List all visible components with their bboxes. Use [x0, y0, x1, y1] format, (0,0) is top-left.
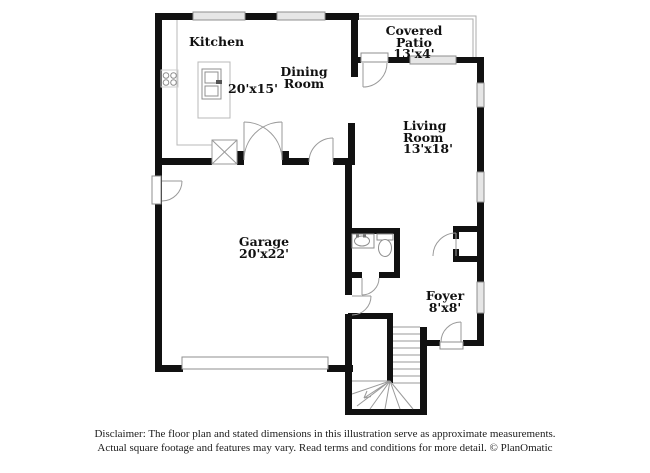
bathroom-door-arc [362, 278, 379, 295]
room-name: Garage [238, 234, 290, 249]
disclaimer-line-2: Actual square footage and features may vary. Read terms and conditions for more detail. © PlanOmatic [97, 442, 553, 454]
bathroom-sink-icon [352, 234, 374, 248]
room-name: Foyer [425, 288, 465, 303]
garage-hall-door-arc [352, 296, 371, 315]
room-name: Covered Patio [385, 23, 443, 50]
room-dims: 13'x18' [403, 141, 453, 156]
room-dims: 13'x4' [393, 46, 435, 61]
window-icon [477, 83, 484, 107]
disclaimer [0, 427, 650, 455]
room-name: Kitchen [189, 34, 245, 49]
room-label-garage [224, 236, 304, 259]
window-icon [477, 172, 484, 202]
closet-door-arc [433, 233, 456, 256]
dining-door-arc [309, 138, 333, 162]
room-label-dining [275, 66, 333, 89]
garage-door-icon [182, 357, 328, 369]
stove-icon [161, 70, 178, 87]
patio-door-arc [363, 63, 387, 87]
garage-side-frame [152, 176, 161, 204]
room-dims-kitchen [228, 83, 278, 95]
room-label-patio [381, 25, 447, 60]
room-dims: 20'x15' [228, 81, 278, 96]
room-label-kitchen [189, 36, 244, 48]
stairs [352, 327, 420, 409]
kitchen-island [198, 62, 230, 118]
stair-direction-arrow [364, 381, 390, 398]
garage-side-door-arc [162, 181, 182, 201]
stair-winders [352, 381, 413, 409]
french-door-arc [244, 122, 282, 160]
front-door-arc [441, 322, 461, 342]
room-dims: 20'x22' [239, 245, 289, 261]
window-icon [277, 12, 325, 20]
room-dims: 8'x8' [428, 299, 462, 315]
room-name: Living Room [403, 118, 447, 145]
room-name: Dining Room [280, 64, 328, 91]
room-label-living [403, 120, 455, 155]
room-label-foyer [410, 290, 480, 313]
disclaimer-line-1: Disclaimer: The floor plan and stated dimensions in this illustration serve as approximate measurements. [94, 428, 556, 440]
toilet-icon [377, 234, 393, 257]
pantry-box-icon [212, 140, 237, 164]
bathroom-fixtures [352, 234, 393, 257]
front-door-threshold [440, 342, 463, 349]
window-icon [193, 12, 245, 20]
